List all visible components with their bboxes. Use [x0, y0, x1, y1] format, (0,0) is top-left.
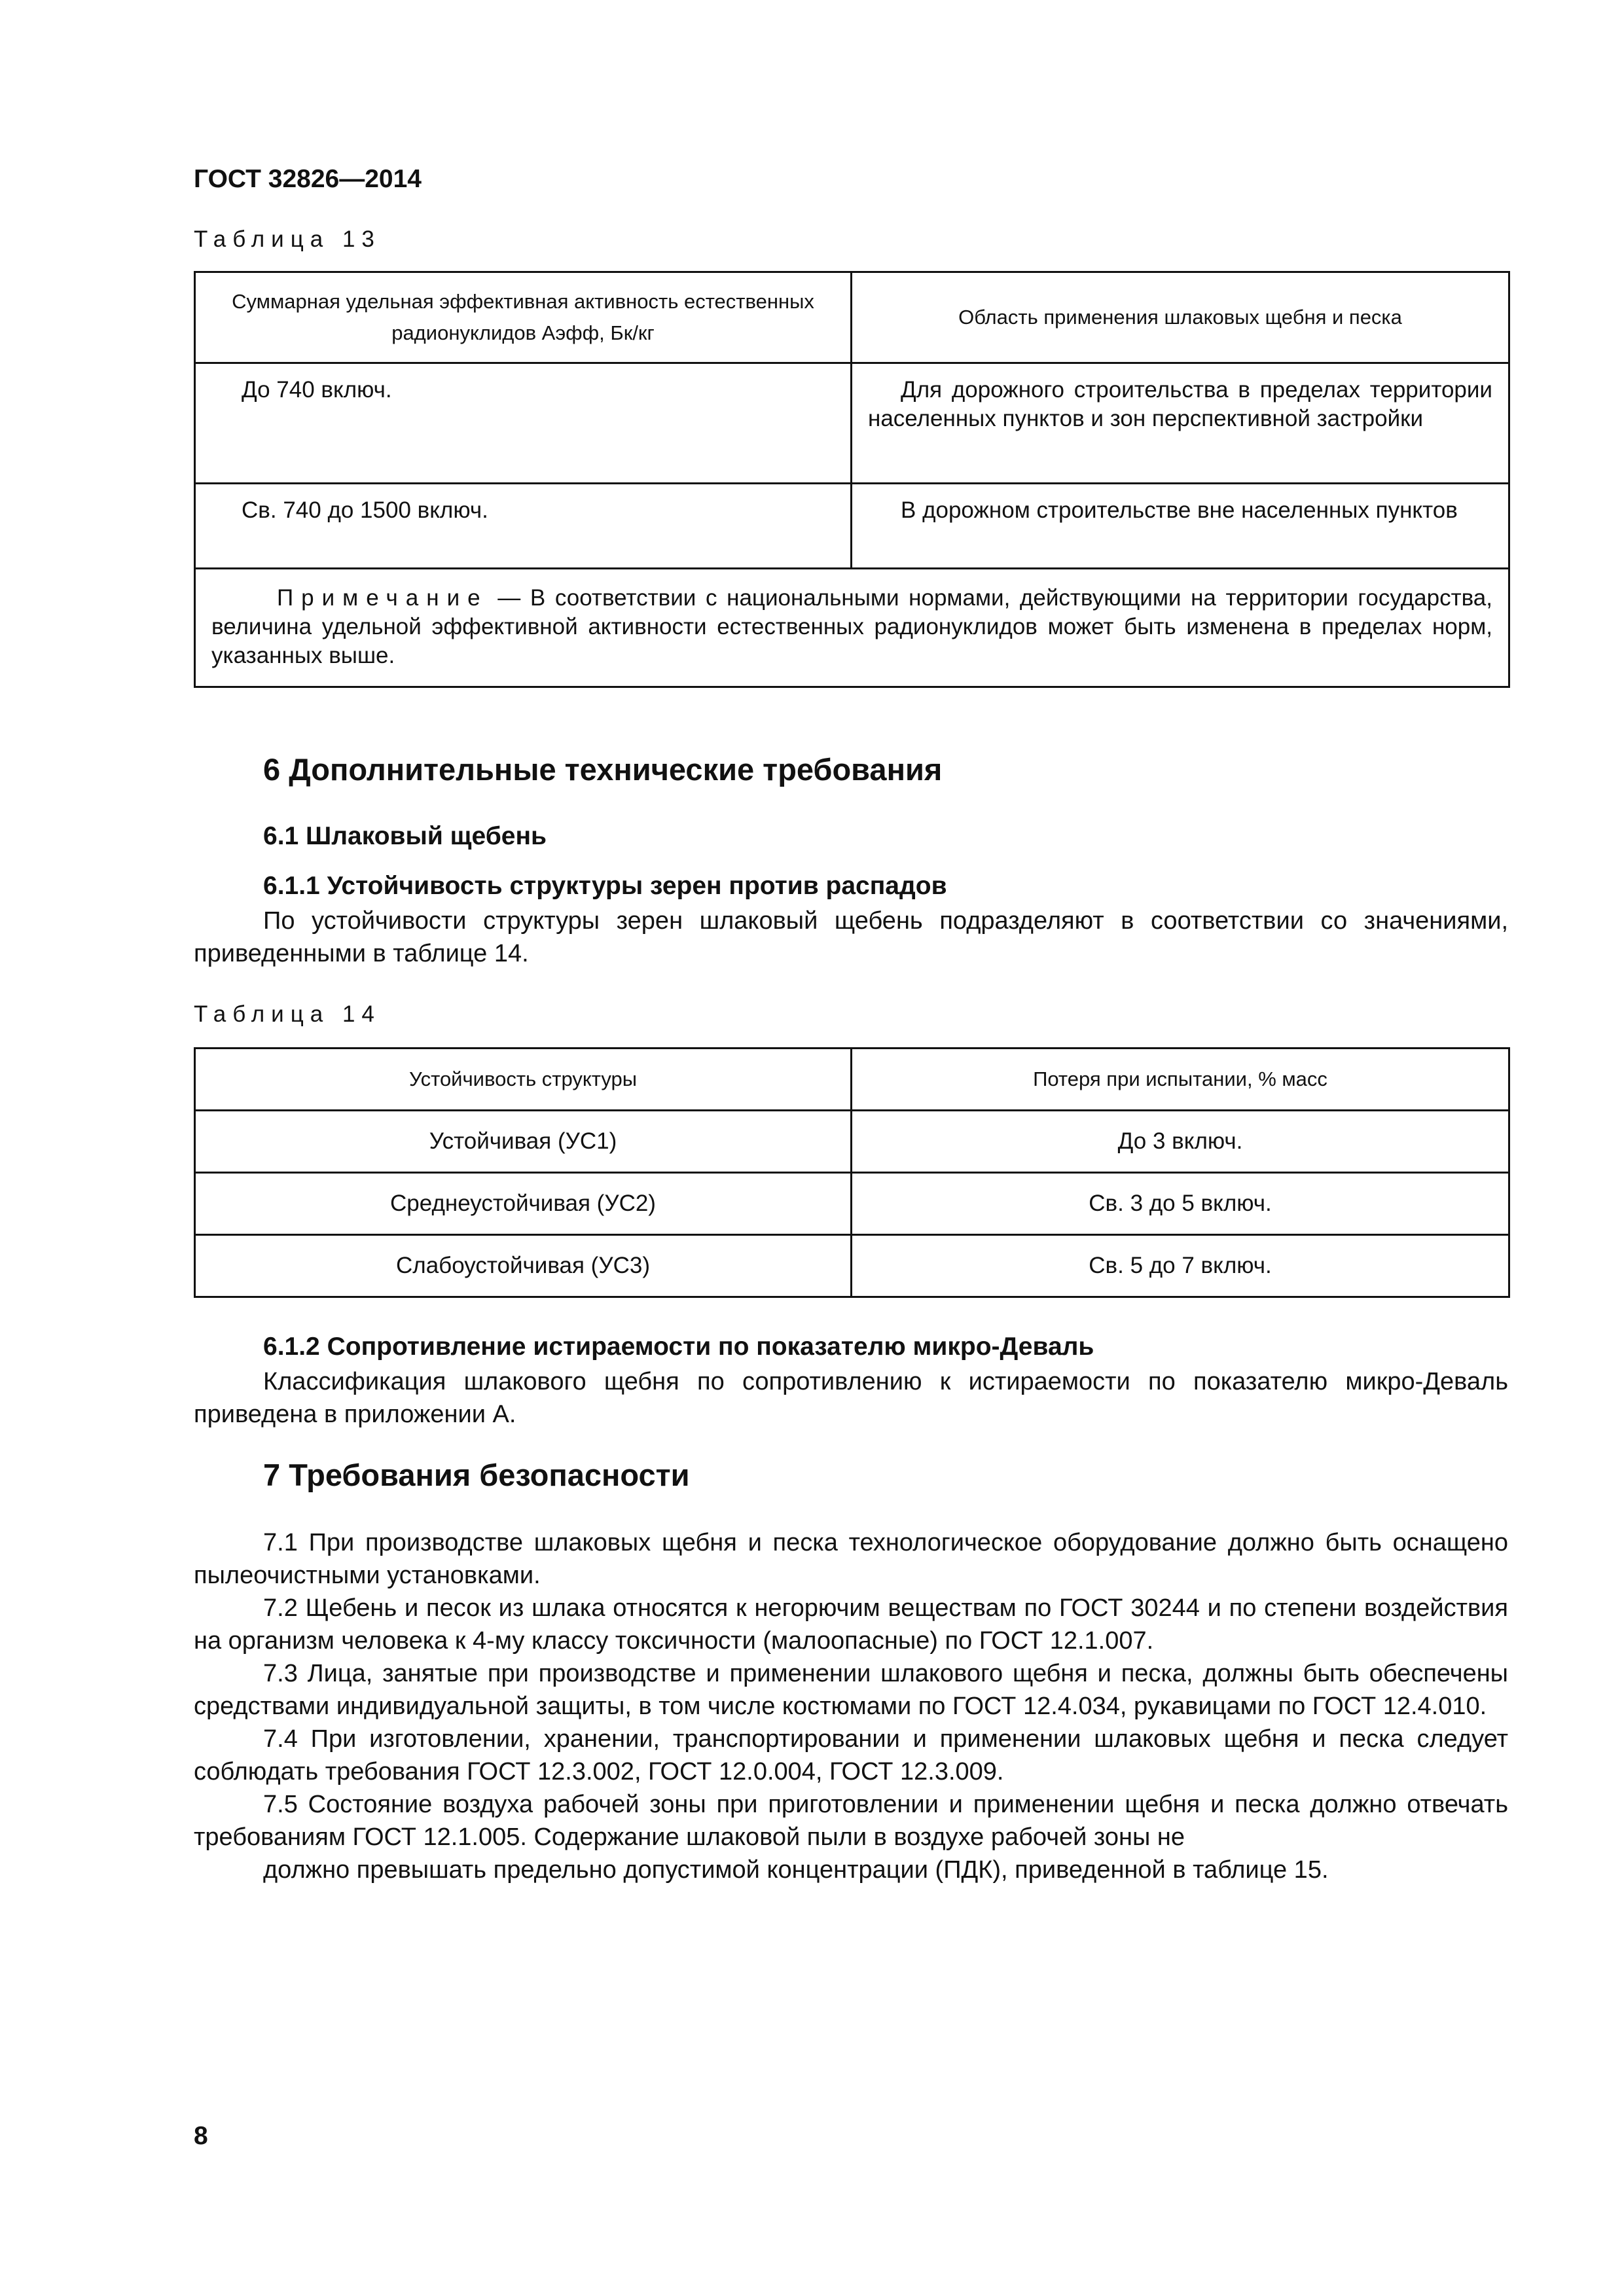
table-14-header-stability: Устойчивость структуры: [195, 1049, 852, 1111]
table-14-cell-stability: Устойчивая (УС1): [195, 1111, 852, 1173]
section-6-1-2-paragraph: Классификация шлакового щебня по сопротивлению к истираемости по показателю микро-Деваль приведена в приложении А.: [194, 1368, 1508, 1428]
item-7-5-continuation: должно превышать предельно допустимой концентрации (ПДК), приведенной в таблице 15.: [263, 1856, 1329, 1884]
table-row: [195, 1111, 1509, 1173]
note-label: Примечание: [277, 585, 488, 611]
table-14-cell-loss: Св. 3 до 5 включ.: [852, 1173, 1509, 1235]
section-6-1-1-heading: 6.1.1 Устойчивость структуры зерен против распадов: [263, 872, 947, 900]
table-14-cell-stability: Среднеустойчивая (УС2): [195, 1173, 852, 1235]
table-14-cell-stability: Слабоустойчивая (УС3): [195, 1235, 852, 1297]
page-number: 8: [194, 2122, 208, 2150]
note-text: — В соответствии с национальными нормами, действующими на территории государства, величина удельной эффективной активности естественных радионуклидов может быть изменена в пределах норм, указанных выше.: [211, 585, 1492, 668]
table-row: [195, 1173, 1509, 1235]
item-7-4: 7.4 При изготовлении, хранении, транспортировании и применении шлаковых щебня и песка следует соблюдать требования ГОСТ 12.3.002, ГОСТ 12.0.004, ГОСТ 12.3.009.: [194, 1725, 1508, 1785]
table-14-header-loss: Потеря при испытании, % масс: [852, 1049, 1509, 1111]
table-13-header-activity: Суммарная удельная эффективная активность естественных радионуклидов Aэфф, Бк/кг: [195, 272, 852, 363]
table-13-cell-activity: До 740 включ.: [195, 363, 852, 484]
table-14: [194, 1047, 1510, 1298]
section-7-paragraphs: [194, 1526, 1508, 1886]
section-7-heading: 7 Требования безопасности: [263, 1458, 690, 1492]
table-13-cell-application: В дорожном строительстве вне населенных пунктов: [852, 484, 1509, 569]
section-6-1-1-paragraph: По устойчивости структуры зерен шлаковый щебень подразделяют в соответствии со значениями, приведенными в таблице 14.: [194, 907, 1508, 967]
item-7-3: 7.3 Лица, занятые при производстве и применении шлакового щебня и песка, должны быть обеспечены средствами индивидуальной защиты, в том числе костюмами по ГОСТ 12.4.034, рукавицами по ГОСТ 12.4.010.: [194, 1660, 1508, 1720]
document-code: ГОСТ 32826—2014: [194, 165, 422, 193]
table-row: [195, 484, 1509, 569]
table-14-cell-loss: До 3 включ.: [852, 1111, 1509, 1173]
table-row: [195, 363, 1509, 484]
table-13-cell-activity: Св. 740 до 1500 включ.: [195, 484, 852, 569]
table-13-header-application: Область применения шлаковых щебня и песка: [852, 272, 1509, 363]
table-14-caption: Таблица 14: [194, 1001, 381, 1027]
table-14-cell-loss: Св. 5 до 7 включ.: [852, 1235, 1509, 1297]
table-13-note: [195, 569, 1509, 687]
section-6-1-heading: 6.1 Шлаковый щебень: [263, 822, 547, 850]
table-row: [195, 1235, 1509, 1297]
section-6-1-2-heading: 6.1.2 Сопротивление истираемости по показателю микро-Деваль: [263, 1333, 1094, 1361]
item-7-5: 7.5 Состояние воздуха рабочей зоны при приготовлении и применении щебня и песка должно отвечать требованиям ГОСТ 12.1.005. Содержание шлаковой пыли в воздухе рабочей зоны не: [194, 1791, 1508, 1851]
item-7-2: 7.2 Щебень и песок из шлака относятся к негорючим веществам по ГОСТ 30244 и по степени воздействия на организм человека к 4-му классу токсичности (малоопасные) по ГОСТ 12.1.007.: [194, 1594, 1508, 1655]
section-6-heading: 6 Дополнительные технические требования: [263, 752, 943, 787]
table-13-cell-application: Для дорожного строительства в пределах территории населенных пунктов и зон перспективной застройки: [852, 363, 1509, 484]
table-13: [194, 271, 1510, 688]
table-13-caption: Таблица 13: [194, 226, 381, 252]
item-7-1: 7.1 При производстве шлаковых щебня и песка технологическое оборудование должно быть оснащено пылеочистными установками.: [194, 1529, 1508, 1589]
